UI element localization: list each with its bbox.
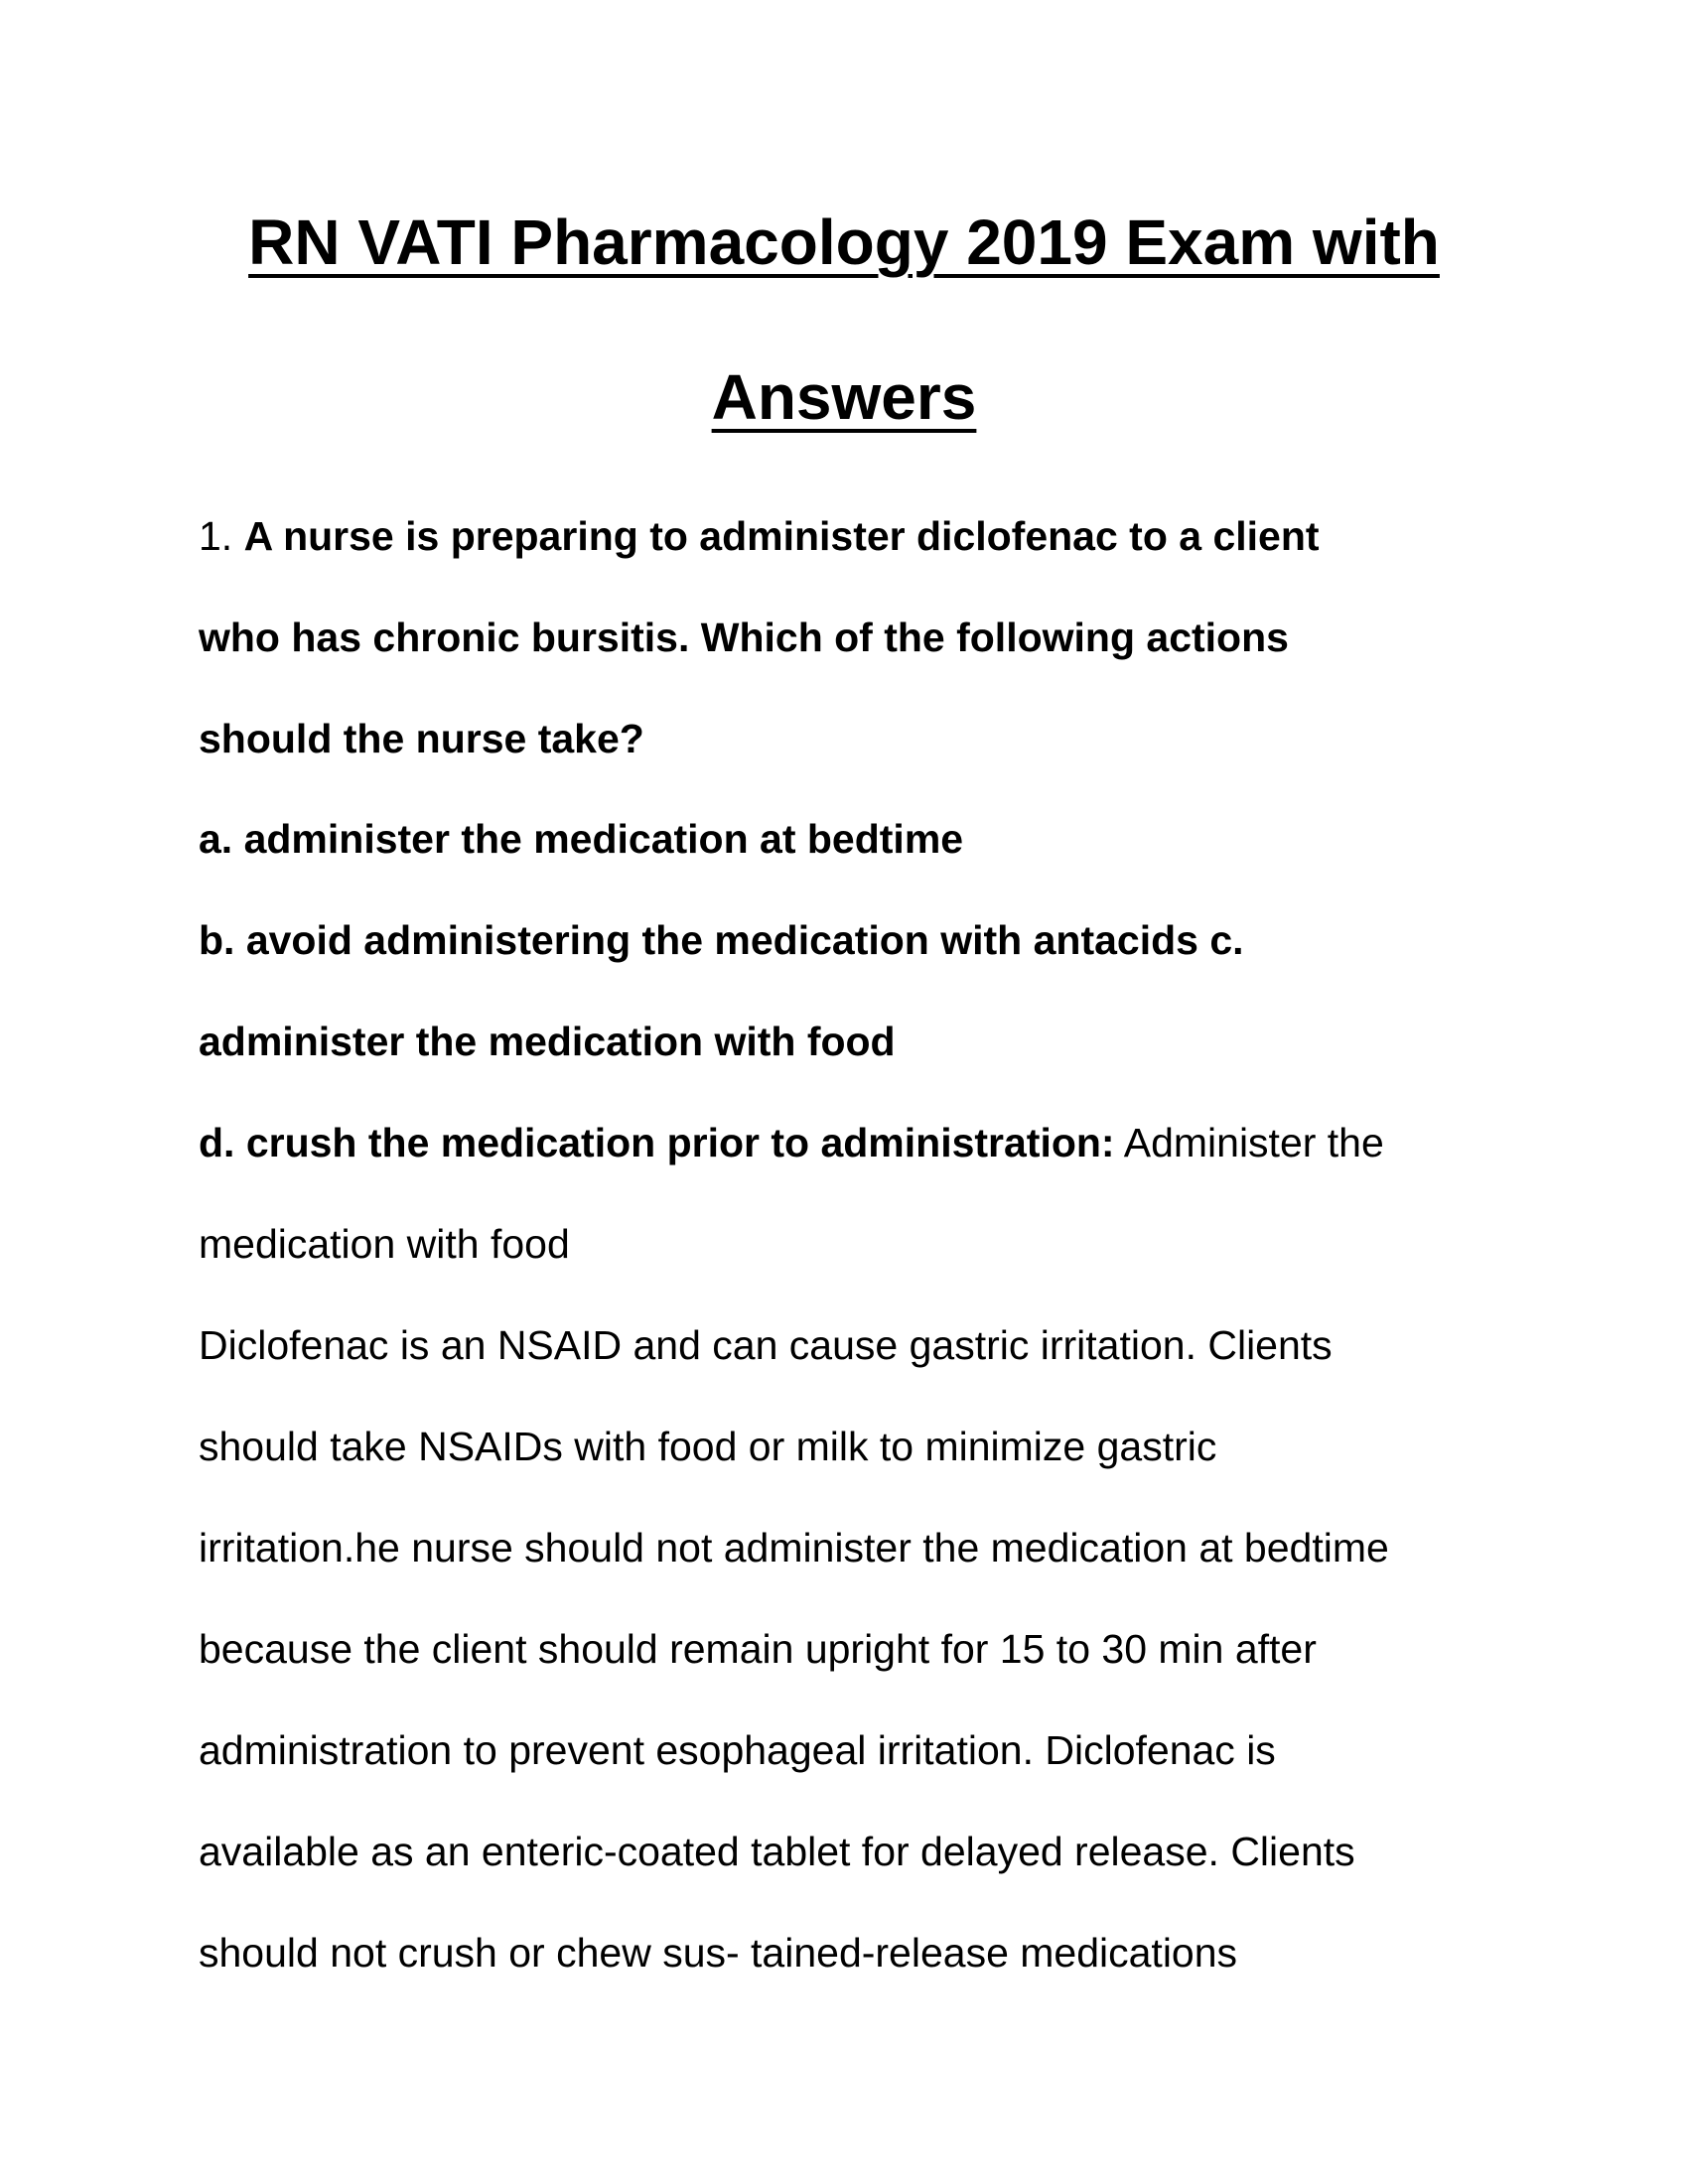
answer-text-1: Administer the [1123,1120,1384,1165]
rationale-line-6: available as an enteric-coated tablet for delayed release. Clients [199,1829,1355,1874]
rationale-line-3: irritation.he nurse should not administer the medication at bedtime [199,1525,1389,1570]
option-a: a. administer the medication at bedtime [199,816,964,862]
rationale-line-7: should not crush or chew sus- tained-release medications [199,1930,1238,1976]
question-stem-line-3: should the nurse take? [199,716,644,761]
question-stem-text-1: A nurse is preparing to administer diclofenac to a client [243,513,1320,559]
question-stem-line-1 [199,513,1320,559]
rationale-line-4: because the client should remain upright for 15 to 30 min after [199,1626,1317,1672]
rationale-line-1: Diclofenac is an NSAID and can cause gastric irritation. Clients [199,1322,1333,1368]
question-stem-line-2: who has chronic bursitis. Which of the following actions [199,614,1289,660]
answer-text-2: medication with food [199,1221,570,1267]
rationale-line-2: should take NSAIDs with food or milk to minimize gastric [199,1424,1217,1469]
option-c: administer the medication with food [199,1019,896,1064]
document-title-line-2: Answers [711,361,977,433]
rationale-line-5: administration to prevent esophageal irritation. Diclofenac is [199,1727,1276,1773]
question-number: 1. [199,513,233,559]
document-title-line-1: RN VATI Pharmacology 2019 Exam with [248,206,1440,278]
option-d: d. crush the medication prior to administration: [199,1120,1115,1165]
option-d-line [199,1120,1384,1165]
option-b: b. avoid administering the medication with antacids c. [199,917,1244,963]
